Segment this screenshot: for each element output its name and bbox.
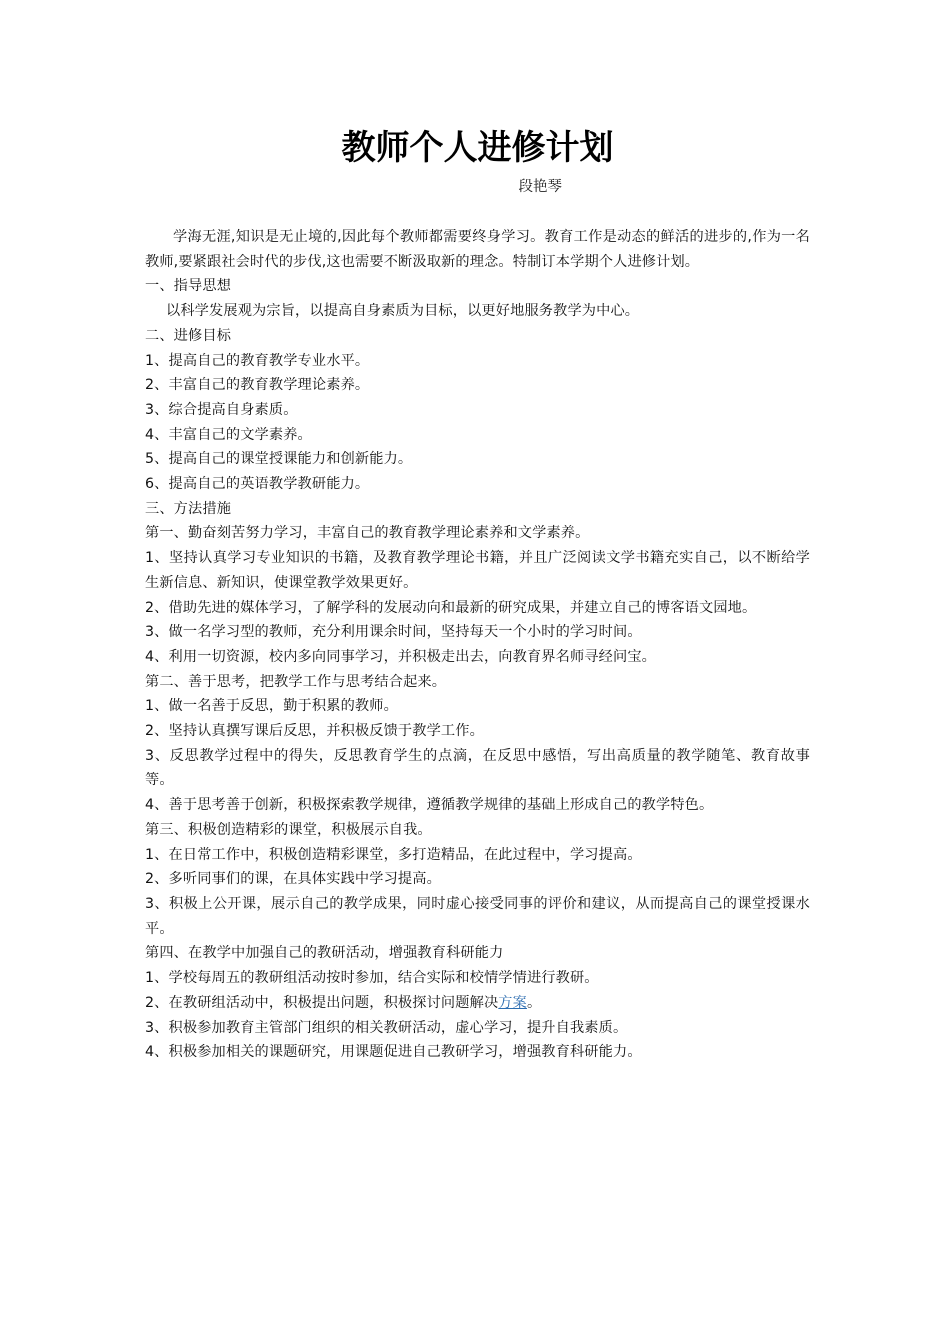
method-item-punctuation: 。 bbox=[526, 994, 542, 1011]
document-page bbox=[145, 122, 810, 1065]
method-item: 2、借助先进的媒体学习，了解学科的发展动向和最新的研究成果，并建立自己的博客语文园地。 bbox=[145, 599, 757, 616]
method-item: 3、积极上公开课，展示自己的教学成果，同时虚心接受同事的评价和建议，从而提高自己的课堂授课水平。 bbox=[145, 895, 810, 937]
section-heading-goals: 二、进修目标 bbox=[145, 327, 232, 344]
goal-item: 3、综合提高自身素质。 bbox=[145, 401, 298, 418]
method-heading-3: 第三、积极创造精彩的课堂，积极展示自我。 bbox=[145, 821, 432, 838]
method-item: 3、积极参加教育主管部门组织的相关教研活动，虚心学习，提升自我素质。 bbox=[145, 1019, 628, 1036]
method-item: 4、利用一切资源，校内多向同事学习，并积极走出去，向教育界名师寻经问宝。 bbox=[145, 648, 656, 665]
intro-paragraph: 学海无涯,知识是无止境的,因此每个教师都需要终身学习。教育工作是动态的鲜活的进步的,作为一名教师,要紧跟社会时代的步伐,这也需要不断汲取新的理念。特制订本学期个人进修计划。 bbox=[145, 229, 810, 270]
method-heading-2: 第二、善于思考，把教学工作与思考结合起来。 bbox=[145, 673, 447, 690]
document-body bbox=[145, 225, 810, 1065]
document-author: 段艳琴 bbox=[518, 179, 562, 195]
plan-link[interactable]: 方案 bbox=[498, 994, 527, 1011]
method-item: 1、坚持认真学习专业知识的书籍，及教育教学理论书籍，并且广泛阅读文学书籍充实自己，以不断给学生新信息、新知识，使课堂教学效果更好。 bbox=[145, 550, 810, 591]
goal-item: 1、提高自己的教育教学专业水平。 bbox=[145, 352, 370, 369]
section-heading-methods: 三、方法措施 bbox=[145, 500, 232, 517]
method-item: 3、反思教学过程中的得失，反思教育学生的点滴，在反思中感悟，写出高质量的教学随笔、教育故事等。 bbox=[145, 747, 810, 789]
method-heading-1: 第一、勤奋刻苦努力学习，丰富自己的教育教学理论素养和文学素养。 bbox=[145, 525, 590, 542]
method-item-with-link bbox=[145, 991, 810, 1016]
goal-item: 5、提高自己的课堂授课能力和创新能力。 bbox=[145, 451, 413, 468]
goal-item: 2、丰富自己的教育教学理论素养。 bbox=[145, 377, 370, 394]
method-item: 2、坚持认真撰写课后反思，并积极反馈于教学工作。 bbox=[145, 723, 484, 740]
guiding-thought-text: 以科学发展观为宗旨，以提高自身素质为目标，以更好地服务教学为中心。 bbox=[166, 303, 640, 320]
section-heading-guiding-thought: 一、指导思想 bbox=[145, 278, 232, 295]
method-item: 1、学校每周五的教研组活动按时参加，结合实际和校情学情进行教研。 bbox=[145, 970, 599, 987]
goal-item: 6、提高自己的英语教学教研能力。 bbox=[145, 476, 370, 493]
method-item: 2、多听同事们的课，在具体实践中学习提高。 bbox=[145, 871, 441, 888]
method-heading-4: 第四、在教学中加强自己的教研活动，增强教育科研能力 bbox=[145, 945, 504, 962]
goal-item: 4、丰富自己的文学素养。 bbox=[145, 426, 312, 443]
method-item-text: 2、在教研组活动中，积极提出问题，积极探讨问题解决 bbox=[145, 994, 499, 1011]
method-item: 1、做一名善于反思，勤于积累的教师。 bbox=[145, 698, 398, 715]
method-item: 4、积极参加相关的课题研究，用课题促进自己教研学习，增强教育科研能力。 bbox=[145, 1044, 642, 1061]
method-item: 4、善于思考善于创新，积极探索教学规律，遵循教学规律的基础上形成自己的教学特色。 bbox=[145, 797, 714, 814]
method-item: 3、做一名学习型的教师，充分利用课余时间，坚持每天一个小时的学习时间。 bbox=[145, 624, 642, 641]
method-item: 1、在日常工作中，积极创造精彩课堂，多打造精品，在此过程中，学习提高。 bbox=[145, 846, 642, 863]
document-title: 教师个人进修计划 bbox=[341, 128, 614, 168]
